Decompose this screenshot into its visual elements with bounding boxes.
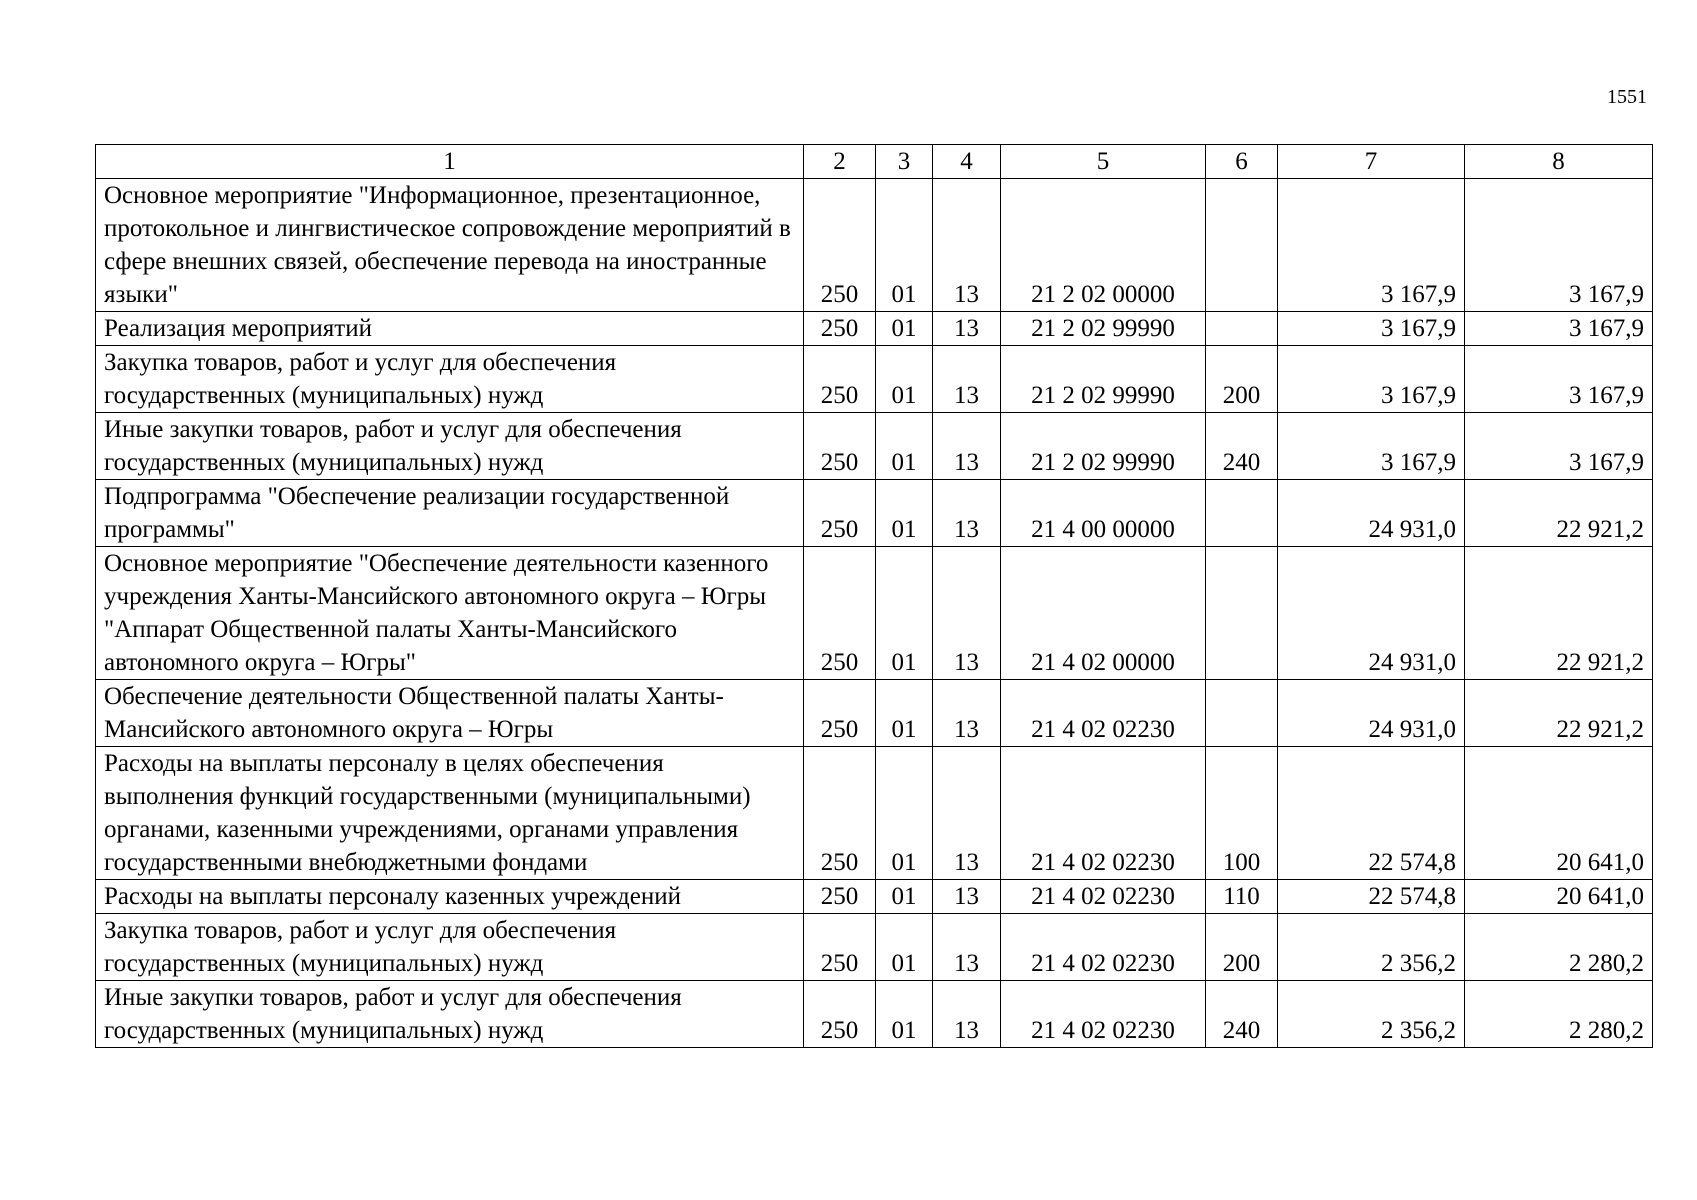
col-header-6: 6: [1206, 145, 1278, 179]
cell-pr: 13: [933, 880, 1001, 914]
cell-sum2: 3 167,9: [1465, 312, 1653, 346]
cell-pr: 13: [933, 179, 1001, 312]
cell-grbs: 250: [804, 413, 876, 480]
cell-rz: 01: [876, 547, 933, 680]
cell-rz: 01: [876, 312, 933, 346]
cell-pr: 13: [933, 346, 1001, 413]
cell-vr: 240: [1206, 413, 1278, 480]
cell-vr: [1206, 179, 1278, 312]
cell-grbs: 250: [804, 480, 876, 547]
cell-csr: 21 4 02 02230: [1001, 880, 1206, 914]
cell-sum2: 22 921,2: [1465, 547, 1653, 680]
cell-sum2: 22 921,2: [1465, 680, 1653, 747]
cell-sum1: 24 931,0: [1278, 480, 1465, 547]
cell-grbs: 250: [804, 680, 876, 747]
cell-sum1: 3 167,9: [1278, 179, 1465, 312]
cell-rz: 01: [876, 914, 933, 981]
cell-rz: 01: [876, 346, 933, 413]
table-row: [96, 747, 1653, 880]
cell-sum2: 2 280,2: [1465, 981, 1653, 1048]
cell-sum1: 3 167,9: [1278, 413, 1465, 480]
table-row: [96, 312, 1653, 346]
cell-sum1: 2 356,2: [1278, 914, 1465, 981]
cell-sum1: 22 574,8: [1278, 880, 1465, 914]
cell-csr: 21 2 02 99990: [1001, 413, 1206, 480]
header-row: [96, 145, 1653, 179]
cell-vr: [1206, 480, 1278, 547]
cell-grbs: 250: [804, 547, 876, 680]
table-row: [96, 179, 1653, 312]
cell-pr: 13: [933, 747, 1001, 880]
cell-vr: 200: [1206, 914, 1278, 981]
row-name: Основное мероприятие "Обеспечение деятельности казенного учреждения Ханты-Мансийского автономного округа – Югры "Аппарат Общественной палаты Ханты-Мансийского автономного округа – Югры": [96, 547, 804, 680]
table-row: [96, 547, 1653, 680]
cell-rz: 01: [876, 480, 933, 547]
cell-sum2: 3 167,9: [1465, 346, 1653, 413]
table-row: [96, 981, 1653, 1048]
page-number: 1551: [1607, 86, 1647, 108]
cell-sum2: 20 641,0: [1465, 880, 1653, 914]
cell-rz: 01: [876, 680, 933, 747]
cell-pr: 13: [933, 312, 1001, 346]
cell-sum1: 22 574,8: [1278, 747, 1465, 880]
row-name: Иные закупки товаров, работ и услуг для обеспечения государственных (муниципальных) нужд: [96, 413, 804, 480]
cell-vr: [1206, 312, 1278, 346]
cell-csr: 21 2 02 99990: [1001, 312, 1206, 346]
cell-csr: 21 4 02 02230: [1001, 680, 1206, 747]
cell-vr: 200: [1206, 346, 1278, 413]
cell-sum1: 3 167,9: [1278, 346, 1465, 413]
cell-rz: 01: [876, 413, 933, 480]
table-row: [96, 680, 1653, 747]
cell-vr: 240: [1206, 981, 1278, 1048]
cell-csr: 21 4 02 02230: [1001, 914, 1206, 981]
cell-rz: 01: [876, 880, 933, 914]
cell-csr: 21 4 02 02230: [1001, 981, 1206, 1048]
cell-grbs: 250: [804, 914, 876, 981]
col-header-4: 4: [933, 145, 1001, 179]
col-header-7: 7: [1278, 145, 1465, 179]
cell-vr: 110: [1206, 880, 1278, 914]
cell-rz: 01: [876, 747, 933, 880]
cell-grbs: 250: [804, 346, 876, 413]
cell-vr: [1206, 680, 1278, 747]
table-row: [96, 914, 1653, 981]
col-header-3: 3: [876, 145, 933, 179]
budget-table: [95, 144, 1653, 1048]
cell-sum2: 22 921,2: [1465, 480, 1653, 547]
row-name: Обеспечение деятельности Общественной палаты Ханты-Мансийского автономного округа – Югры: [96, 680, 804, 747]
row-name: Закупка товаров, работ и услуг для обеспечения государственных (муниципальных) нужд: [96, 914, 804, 981]
row-name: Подпрограмма "Обеспечение реализации государственной программы": [96, 480, 804, 547]
cell-pr: 13: [933, 680, 1001, 747]
cell-vr: [1206, 547, 1278, 680]
table-row: [96, 480, 1653, 547]
cell-sum1: 24 931,0: [1278, 547, 1465, 680]
table-row: [96, 880, 1653, 914]
cell-rz: 01: [876, 981, 933, 1048]
cell-grbs: 250: [804, 747, 876, 880]
cell-vr: 100: [1206, 747, 1278, 880]
cell-pr: 13: [933, 413, 1001, 480]
row-name: Иные закупки товаров, работ и услуг для обеспечения государственных (муниципальных) нужд: [96, 981, 804, 1048]
row-name: Расходы на выплаты персоналу в целях обеспечения выполнения функций государственными (муниципальными) органами, казенными учреждениями, органами управления государственными внебюджетными фондами: [96, 747, 804, 880]
cell-csr: 21 2 02 00000: [1001, 179, 1206, 312]
col-header-5: 5: [1001, 145, 1206, 179]
cell-pr: 13: [933, 480, 1001, 547]
cell-sum2: 3 167,9: [1465, 179, 1653, 312]
cell-pr: 13: [933, 547, 1001, 680]
row-name: Закупка товаров, работ и услуг для обеспечения государственных (муниципальных) нужд: [96, 346, 804, 413]
cell-sum2: 3 167,9: [1465, 413, 1653, 480]
cell-pr: 13: [933, 981, 1001, 1048]
cell-csr: 21 4 02 00000: [1001, 547, 1206, 680]
row-name: Реализация мероприятий: [96, 312, 804, 346]
col-header-1: 1: [96, 145, 804, 179]
table-row: [96, 413, 1653, 480]
row-name: Расходы на выплаты персоналу казенных учреждений: [96, 880, 804, 914]
cell-grbs: 250: [804, 880, 876, 914]
row-name: Основное мероприятие "Информационное, презентационное, протокольное и лингвистическое сопровождение мероприятий в сфере внешних связей, обеспечение перевода на иностранные языки": [96, 179, 804, 312]
cell-csr: 21 2 02 99990: [1001, 346, 1206, 413]
cell-sum1: 2 356,2: [1278, 981, 1465, 1048]
cell-rz: 01: [876, 179, 933, 312]
cell-sum1: 24 931,0: [1278, 680, 1465, 747]
col-header-8: 8: [1465, 145, 1653, 179]
cell-grbs: 250: [804, 981, 876, 1048]
cell-sum1: 3 167,9: [1278, 312, 1465, 346]
cell-grbs: 250: [804, 179, 876, 312]
cell-sum2: 2 280,2: [1465, 914, 1653, 981]
cell-sum2: 20 641,0: [1465, 747, 1653, 880]
col-header-2: 2: [804, 145, 876, 179]
cell-csr: 21 4 00 00000: [1001, 480, 1206, 547]
cell-grbs: 250: [804, 312, 876, 346]
cell-pr: 13: [933, 914, 1001, 981]
cell-csr: 21 4 02 02230: [1001, 747, 1206, 880]
table-row: [96, 346, 1653, 413]
